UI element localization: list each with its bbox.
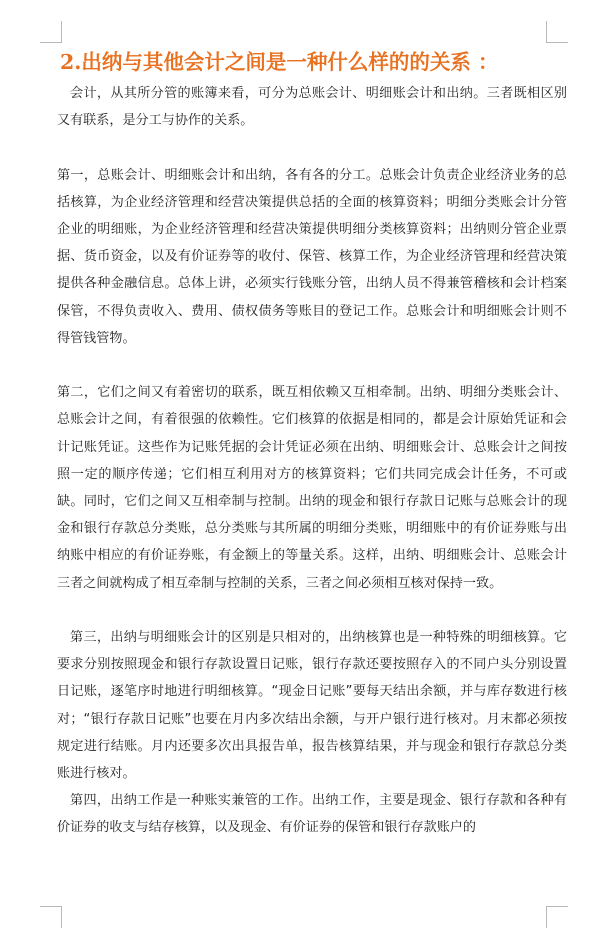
paragraph-spacer bbox=[57, 597, 567, 624]
crop-mark-bottom-left bbox=[40, 906, 62, 907]
crop-mark-top-right bbox=[546, 42, 568, 43]
paragraph-spacer bbox=[57, 134, 567, 161]
crop-mark-bottom-right bbox=[546, 906, 547, 928]
crop-mark-top-right bbox=[546, 21, 547, 43]
crop-mark-bottom-right bbox=[546, 906, 568, 907]
crop-mark-bottom-left bbox=[61, 906, 62, 928]
crop-mark-top-left bbox=[40, 42, 62, 43]
paragraph-spacer bbox=[57, 352, 567, 379]
document-body bbox=[57, 44, 567, 842]
paragraph-fourth: 第四，出纳工作是一种账实兼管的工作。出纳工作，主要是现金、银行存款和各种有价证券的收支与结存核算，以及现金、有价证券的保管和银行存款账户的 bbox=[57, 793, 567, 836]
crop-mark-top-left bbox=[61, 21, 62, 43]
paragraph-third: 第三，出纳与明细账会计的区别是只相对的，出纳核算也是一种特殊的明细核算。它要求分别按照现金和银行存款设置日记账，银行存款还要按照存入的不同户头分别设置日记账，逐笔序时地进行明细核算。“现金日记账”要每天结出余额，并与库存数进行核对；“银行存款日记账”也要在月内多次结出余额，与开户银行进行核对。月末都必须按规定进行结账。月内还要多次出具报告单，报告核算结果，并与现金和银行存款总分类账进行核对。 bbox=[57, 630, 567, 782]
paragraph-second: 第二，它们之间又有着密切的联系，既互相依赖又互相牵制。出纳、明细分类账会计、总账会计之间，有着很强的依赖性。它们核算的依据是相同的，都是会计原始凭证和会计记账凭证。这些作为记账凭据的会计凭证必须在出纳、明细账会计、总账会计之间按照一定的顺序传递；它们相互利用对方的核算资料；它们共同完成会计任务，不可或缺。同时，它们之间又互相牵制与控制。出纳的现金和银行存款日记账与总账会计的现金和银行存款总分类账，总分类账与其所属的明细分类账，明细账中的有价证券账与出纳账中相应的有价证券账，有金额上的等量关系。这样，出纳、明细账会计、总账会计三者之间就构成了相互牵制与控制的关系，三者之间必须相互核对保持一致。 bbox=[57, 385, 567, 591]
paragraph-first: 第一，总账会计、明细账会计和出纳，各有各的分工。总账会计负责企业经济业务的总括核算，为企业经济管理和经营决策提供总括的全面的核算资料；明细分类账会计分管企业的明细账，为企业经济管理和经营决策提供明细分类核算资料；出纳则分管企业票据、货币资金，以及有价证券等的收付、保管、核算工作，为企业经济管理和经营决策提供各种金融信息。总体上讲，必须实行钱账分管，出纳人员不得兼管稽核和会计档案保管，不得负责收入、费用、债权债务等账目的登记工作。总账会计和明细账会计则不得管钱管物。 bbox=[57, 167, 567, 346]
section-heading: 2.出纳与其他会计之间是一种什么样的的关系 ： bbox=[60, 50, 499, 74]
paragraph-intro: 会计，从其所分管的账簿来看，可分为总账会计、明细账会计和出纳。三者既相区别又有联系，是分工与协作的关系。 bbox=[57, 86, 567, 129]
